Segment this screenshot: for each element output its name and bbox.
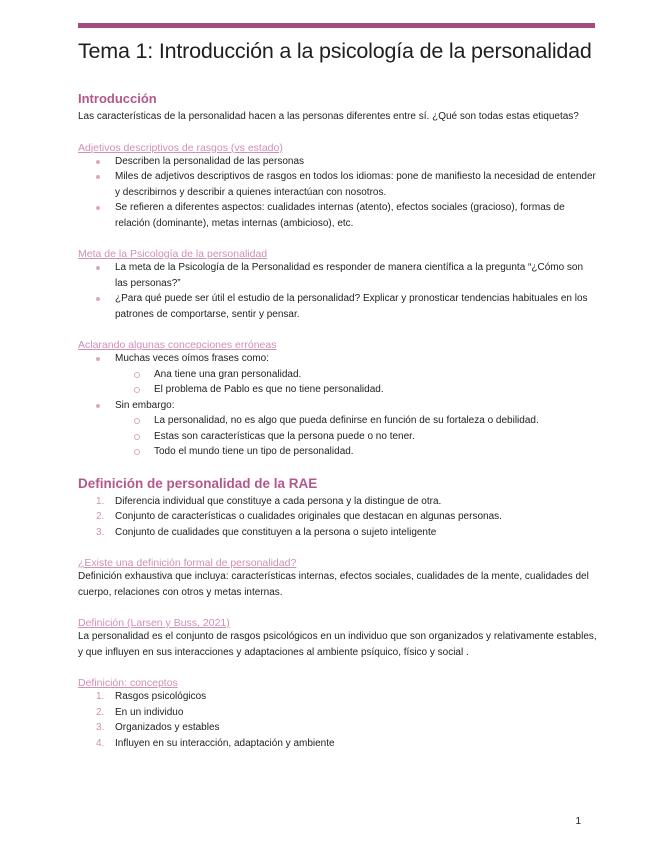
page-title: Tema 1: Introducción a la psicología de la personalidad	[78, 39, 592, 63]
sub-list-item: Estas son características que la persona puede o no tener.	[78, 429, 598, 445]
list-item: Muchas veces oímos frases como:	[78, 351, 598, 367]
list-item: ¿Para qué puede ser útil el estudio de la personalidad? Explicar y pronosticar tendencias habituales en los patrones de comportarse, sentir y pensar.	[78, 291, 598, 322]
aclarando-sublist-2	[78, 413, 598, 460]
rae-list	[78, 494, 598, 541]
item-number: 3.	[96, 722, 105, 733]
larsen-paragraph: La personalidad es el conjunto de rasgos psicológicos en un individuo que son organizados y relativamente estables, y que influyen en sus interacciones y adaptaciones al ambiente psíquico, físico y social .	[78, 631, 597, 658]
item-text: Conjunto de características o cualidades originales que destacan en algunas personas.	[115, 511, 502, 522]
page-number: 1	[575, 816, 581, 827]
aclarando-sublist-1	[78, 367, 598, 398]
numbered-item	[78, 720, 598, 736]
numbered-item	[78, 525, 598, 541]
subheading-formal: ¿Existe una definición formal de personalidad?	[78, 557, 297, 569]
numbered-item	[78, 705, 598, 721]
aclarando-list	[78, 351, 598, 367]
item-number: 1.	[96, 495, 105, 507]
subheading-larsen: Definición (Larsen y Buss, 2021)	[78, 617, 230, 629]
list-item: La meta de la Psicología de la Personalidad es responder de manera científica a la pregunta “¿Cómo son las personas?”	[78, 260, 598, 291]
item-number: 3.	[96, 526, 105, 538]
adjetivos-list	[78, 154, 598, 232]
subheading-aclarando: Aclarando algunas concepciones erróneas	[78, 339, 277, 351]
sub-list-item: Todo el mundo tiene un tipo de personalidad.	[78, 444, 598, 460]
list-item: Describen la personalidad de las personas	[78, 154, 598, 170]
list-item: Se refieren a diferentes aspectos: cualidades internas (atento), efectos sociales (gracioso), formas de relación (dominante), metas internas (ambicioso), etc.	[78, 200, 598, 231]
item-text: Influyen en su interacción, adaptación y ambiente	[115, 737, 335, 749]
aclarando-list-2	[78, 398, 598, 414]
item-number: 4.	[96, 737, 105, 749]
item-text: En un individuo	[115, 706, 184, 718]
sub-list-item: El problema de Pablo es que no tiene personalidad.	[78, 382, 598, 398]
numbered-item	[78, 494, 598, 510]
section-heading-rae: Definición de personalidad de la RAE	[78, 475, 318, 491]
item-text: Conjunto de cualidades que constituyen a la persona o sujeto inteligente	[115, 526, 437, 538]
sub-list-item: La personalidad, no es algo que pueda definirse en función de su fortaleza o debilidad.	[78, 413, 598, 429]
list-item: Miles de adjetivos descriptivos de rasgos en todos los idiomas: pone de manifiesto la necesidad de entender y describirnos y describir a quienes interactúan con nosotros.	[78, 169, 598, 200]
formal-paragraph: Definición exhaustiva que incluya: características internas, efectos sociales, cualidades de la mente, cualidades del cuerpo, relaciones con otros y metas internas.	[78, 571, 589, 598]
section-heading-introduccion: Introducción	[78, 91, 157, 106]
meta-list	[78, 260, 598, 322]
sub-list-item: Ana tiene una gran personalidad.	[78, 367, 598, 383]
document-body	[78, 91, 598, 751]
subheading-adjetivos: Adjetivos descriptivos de rasgos (vs estado)	[78, 141, 283, 154]
list-item: Sin embargo:	[78, 398, 598, 414]
numbered-item	[78, 689, 598, 705]
item-text: Rasgos psicológicos	[115, 691, 207, 702]
numbered-item	[78, 736, 598, 752]
subheading-meta: Meta de la Psicología de la personalidad	[78, 248, 268, 260]
item-text: Organizados y estables	[115, 722, 220, 733]
numbered-item	[78, 509, 598, 525]
item-text: Diferencia individual que constituye a cada persona y la distingue de otra.	[115, 495, 442, 507]
item-number: 1.	[96, 691, 105, 702]
item-number: 2.	[96, 511, 105, 522]
header-rule	[78, 23, 595, 28]
item-number: 2.	[96, 706, 105, 718]
intro-paragraph: Las características de la personalidad hacen a las personas diferentes entre sí. ¿Qué son todas estas etiquetas?	[78, 111, 579, 122]
conceptos-list	[78, 689, 598, 751]
subheading-conceptos: Definición: conceptos	[78, 677, 178, 689]
